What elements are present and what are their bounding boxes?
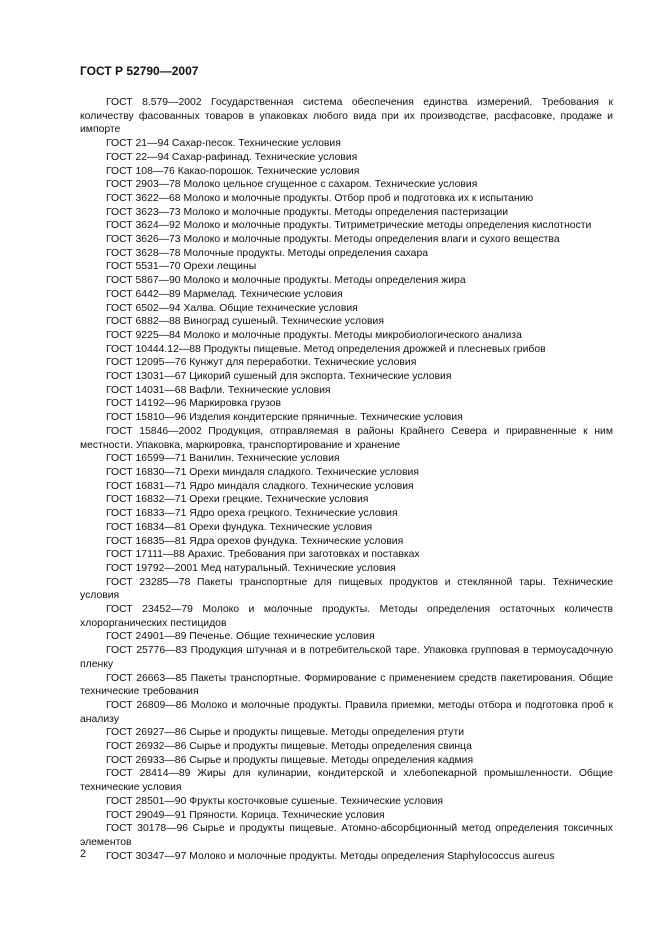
reference-item: ГОСТ 30347—97 Молоко и молочные продукты. Методы определения Staphylococcus aureus	[106, 850, 555, 862]
reference-item: ГОСТ 24901—89 Печенье. Общие технические условия	[106, 631, 375, 643]
reference-item: ГОСТ 13031—67 Цикорий сушеный для экспорта. Технические условия	[106, 371, 452, 383]
reference-item: ГОСТ 16834—81 Орехи фундука. Технические условия	[106, 521, 373, 533]
page-number: 2	[80, 848, 87, 860]
reference-item: ГОСТ 8.579—2002 Государственная система обеспечения единства измерений. Требования к количеству фасованных товаров в упаковках любого вида при их производстве, расфасовке, продаже и импорте	[80, 97, 613, 136]
reference-item: ГОСТ 30178—96 Сырье и продукты пищевые. Атомно-абсорбционный метод определения токсичных элементов	[80, 823, 613, 848]
reference-item: ГОСТ 6442—89 Мармелад. Технические условия	[106, 288, 343, 300]
reference-item: ГОСТ 16835—81 Ядра орехов фундука. Технические условия	[106, 535, 404, 547]
reference-item: ГОСТ 23285—78 Пакеты транспортные для пищевых продуктов и стеклянной тары. Технические условия	[80, 576, 613, 602]
normative-references	[80, 96, 613, 863]
reference-item: ГОСТ 14031—68 Вафли. Технические условия	[106, 384, 331, 396]
reference-item: ГОСТ 5531—70 Орехи лещины	[106, 261, 257, 273]
reference-item: ГОСТ 16832—71 Орехи грецкие. Технические условия	[106, 494, 369, 506]
reference-item: ГОСТ 25776—83 Продукция штучная и в потребительской таре. Упаковка групповая в термоусадочную пленку	[80, 645, 613, 670]
reference-item: ГОСТ 23452—79 Молоко и молочные продукты. Методы определения остаточных количеств хлорорганических пестицидов	[80, 604, 613, 629]
reference-item: ГОСТ 26809—86 Молоко и молочные продукты. Правила приемки, методы отбора и подготовка проб к анализу	[80, 699, 613, 725]
reference-item: ГОСТ 21—94 Сахар-песок. Технические условия	[106, 138, 341, 150]
document-header: ГОСТ Р 52790—2007	[80, 64, 199, 78]
reference-item: ГОСТ 26663—85 Пакеты транспортные. Формирование с применением средств пакетирования. Общие технические требования	[80, 672, 613, 698]
reference-item: ГОСТ 3624—92 Молоко и молочные продукты. Титриметрические методы определения кислотности	[106, 220, 592, 232]
reference-item: ГОСТ 14192—96 Маркировка грузов	[106, 398, 282, 410]
reference-item: ГОСТ 17111—88 Арахис. Требования при заготовках и поставках	[106, 549, 420, 561]
reference-item: ГОСТ 15846—2002 Продукция, отправляемая в районы Крайнего Севера и приравненные к ним местности. Упаковка, маркировка, транспортирование и хранение	[80, 425, 613, 451]
reference-item: ГОСТ 5867—90 Молоко и молочные продукты. Методы определения жира	[106, 275, 466, 287]
reference-item: ГОСТ 26927—86 Сырье и продукты пищевые. Методы определения ртути	[106, 727, 465, 739]
reference-item: ГОСТ 16833—71 Ядро ореха грецкого. Технические условия	[106, 508, 398, 520]
reference-item: ГОСТ 6882—88 Виноград сушеный. Технические условия	[106, 316, 384, 328]
reference-item: ГОСТ 10444.12—88 Продукты пищевые. Метод определения дрожжей и плесневых грибов	[106, 343, 546, 355]
reference-item: ГОСТ 3623—73 Молоко и молочные продукты. Методы определения пастеризации	[106, 206, 509, 218]
reference-item: ГОСТ 28414—89 Жиры для кулинарии, кондитерской и хлебопекарной промышленности. Общие технические условия	[80, 768, 613, 794]
reference-item: ГОСТ 3626—73 Молоко и молочные продукты. Методы определения влаги и сухого вещества	[106, 234, 560, 246]
reference-item: ГОСТ 22—94 Сахар-рафинад. Технические условия	[106, 151, 358, 163]
reference-item: ГОСТ 12095—76 Кунжут для переработки. Технические условия	[106, 357, 417, 369]
reference-item: ГОСТ 3628—78 Молочные продукты. Методы определения сахара	[106, 247, 429, 259]
reference-item: ГОСТ 2903—78 Молоко цельное сгущенное с сахаром. Технические условия	[106, 179, 478, 191]
reference-item: ГОСТ 108—76 Какао-порошок. Технические условия	[106, 165, 360, 177]
reference-item: ГОСТ 26932—86 Сырье и продукты пищевые. Методы определения свинца	[106, 741, 472, 753]
reference-item: ГОСТ 29049—91 Пряности. Корица. Технические условия	[106, 809, 385, 821]
reference-item: ГОСТ 16831—71 Ядро миндаля сладкого. Технические условия	[106, 480, 414, 492]
reference-item: ГОСТ 19792—2001 Мед натуральный. Технические условия	[106, 562, 396, 574]
reference-item: ГОСТ 6502—94 Халва. Общие технические условия	[106, 302, 358, 314]
reference-item: ГОСТ 16599—71 Ванилин. Технические условия	[106, 453, 340, 465]
reference-item: ГОСТ 3622—68 Молоко и молочные продукты. Отбор проб и подготовка их к испытанию	[106, 192, 534, 204]
reference-item: ГОСТ 26933—86 Сырье и продукты пищевые. Методы определения кадмия	[106, 754, 474, 766]
reference-item: ГОСТ 16830—71 Орехи миндаля сладкого. Технические условия	[106, 466, 419, 478]
reference-item: ГОСТ 15810—96 Изделия кондитерские пряничные. Технические условия	[106, 412, 463, 424]
reference-item: ГОСТ 28501—90 Фрукты косточковые сушеные. Технические условия	[106, 795, 444, 807]
reference-item: ГОСТ 9225—84 Молоко и молочные продукты. Методы микробиологического анализа	[106, 329, 522, 341]
